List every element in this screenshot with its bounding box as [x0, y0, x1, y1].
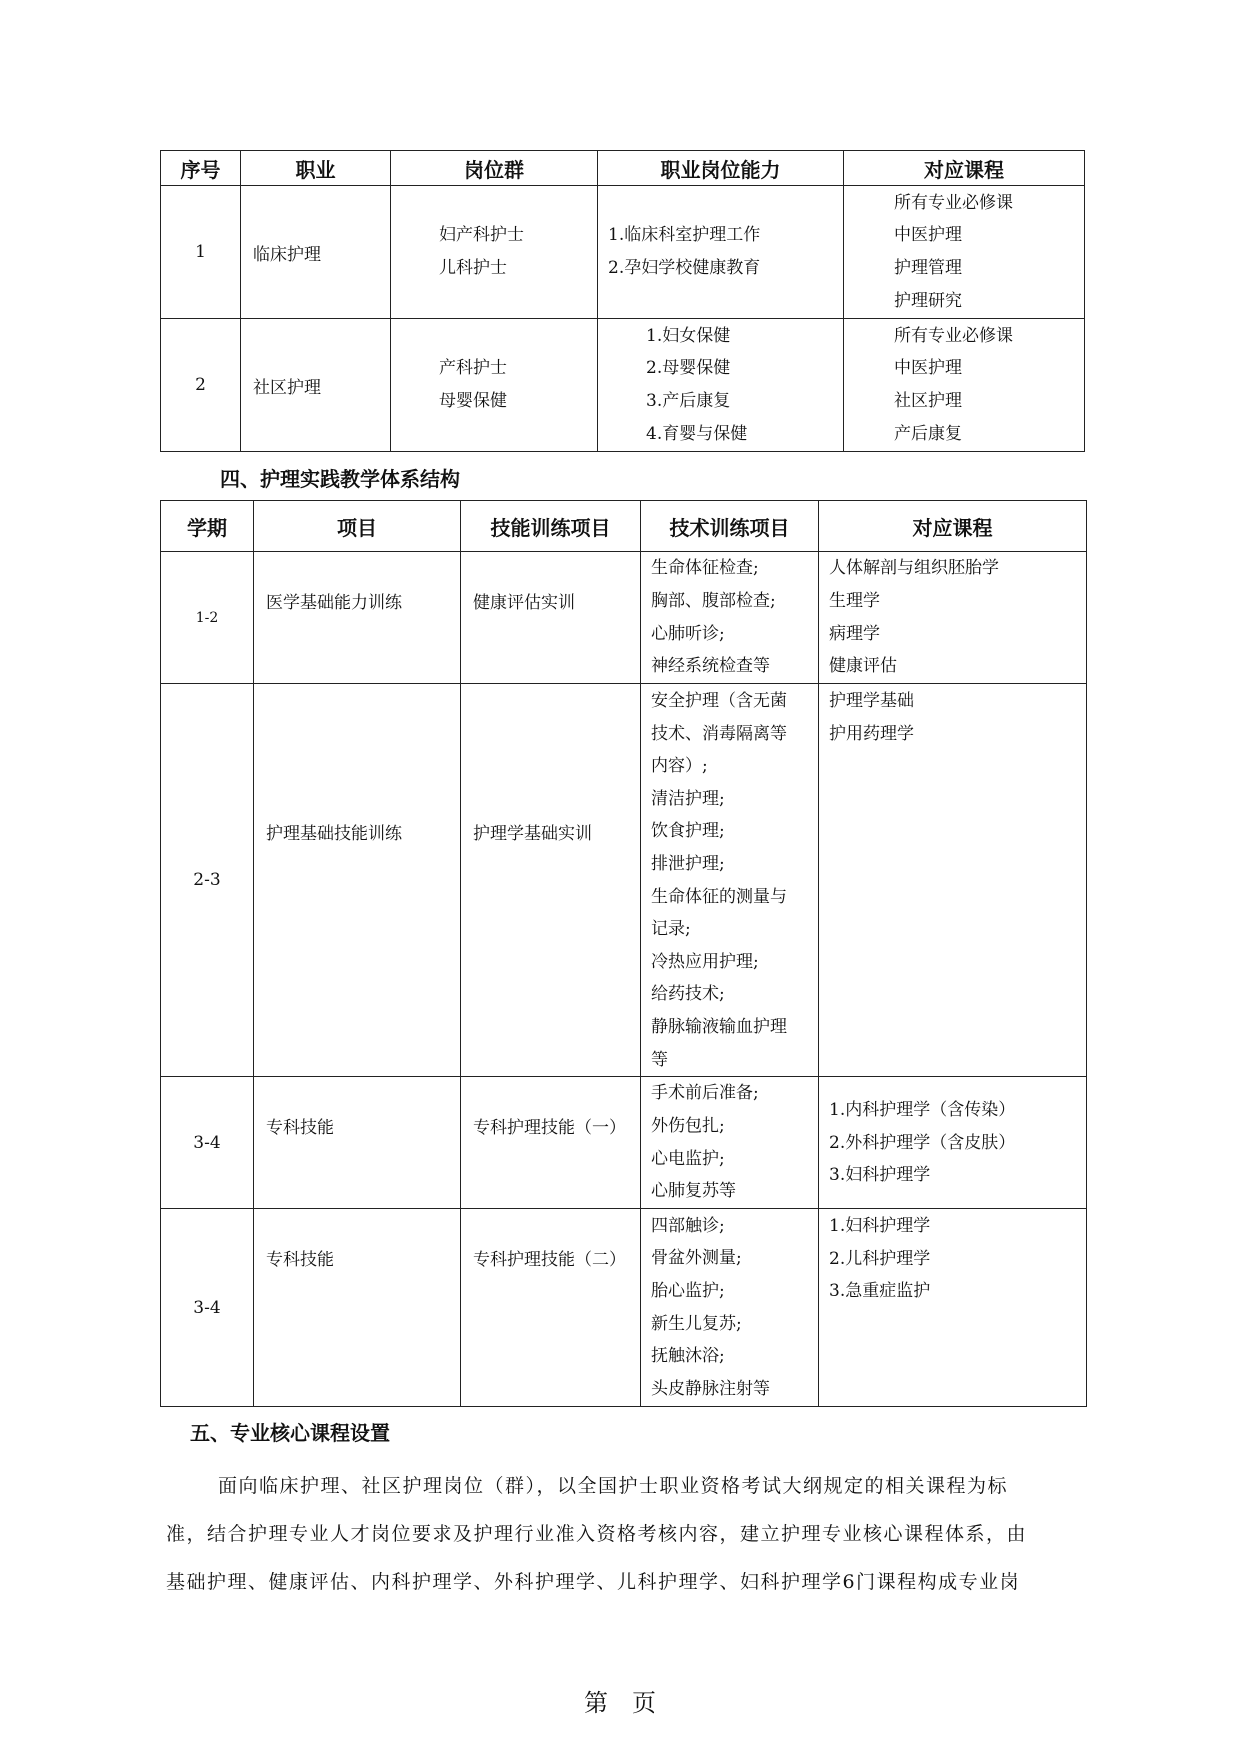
course-item: 所有专业必修课 [894, 325, 1013, 346]
row-project: 护理基础技能训练 [254, 684, 461, 1077]
ability-item: 2.孕妇学校健康教育 [608, 258, 761, 278]
course-item: 护理研究 [894, 290, 962, 311]
tech-item: 外伤包扎; [651, 1116, 725, 1137]
row-skill: 专科护理技能（二） [461, 1209, 641, 1407]
ability-item: 4.育婴与保健 [646, 423, 748, 444]
tech-item: 等 [651, 1049, 668, 1070]
tech-item: 清洁护理; [651, 788, 725, 809]
header-posts: 岗位群 [391, 151, 598, 186]
table-row [161, 319, 1085, 452]
tech-item: 记录; [651, 919, 691, 940]
header-skill: 技能训练项目 [461, 501, 641, 552]
tech-item: 排泄护理; [651, 853, 725, 874]
tech-item: 胎心监护; [651, 1281, 725, 1302]
tech-item: 安全护理（含无菌 [651, 691, 787, 711]
table-row [161, 186, 1085, 319]
tech-item: 技术、消毒隔离等 [651, 723, 787, 744]
header-project: 项目 [254, 501, 461, 552]
course-item: 2.儿科护理学 [829, 1248, 931, 1269]
course-item: 1.妇科护理学 [829, 1216, 931, 1237]
tech-item: 静脉输液输血护理 [651, 1016, 787, 1037]
tech-item: 心电监护; [651, 1148, 725, 1169]
tech-item: 四部触诊; [651, 1215, 725, 1236]
header-no: 序号 [161, 151, 241, 186]
tech-item: 冷热应用护理; [651, 951, 759, 972]
course-item: 生理学 [829, 590, 880, 611]
tech-item: 抚触沐浴; [651, 1346, 725, 1367]
practice-table [160, 500, 1087, 1407]
post-item: 儿科护士 [439, 258, 507, 278]
tech-item: 新生儿复苏; [651, 1313, 742, 1334]
ability-item: 1.临床科室护理工作 [608, 225, 761, 246]
row-tech [641, 1209, 819, 1407]
row-courses [819, 552, 1087, 684]
tech-item: 生命体征的测量与 [651, 886, 787, 907]
course-item: 护用药理学 [829, 723, 914, 744]
tech-item: 神经系统检查等 [651, 656, 770, 677]
row-term: 1-2 [161, 552, 254, 684]
tech-item: 心肺复苏等 [651, 1181, 736, 1202]
course-item: 3.急重症监护 [829, 1281, 931, 1302]
row-no: 1 [161, 186, 241, 319]
course-item: 所有专业必修课 [894, 192, 1013, 213]
header-term: 学期 [161, 501, 254, 552]
paragraph-line: 基础护理、健康评估、内科护理学、外科护理学、儿科护理学、妇科护理学6门课程构成专业岗 [166, 1571, 1021, 1593]
ability-item: 1.妇女保健 [646, 325, 731, 346]
post-item: 母婴保健 [439, 391, 507, 411]
course-item: 护理学基础 [829, 691, 914, 711]
paragraph-line: 面向临床护理、社区护理岗位（群），以全国护士职业资格考试大纲规定的相关课程为标 [218, 1475, 1009, 1497]
course-item: 产后康复 [894, 423, 962, 444]
row-project: 医学基础能力训练 [254, 552, 461, 684]
course-item: 人体解剖与组织胚胎学 [829, 558, 999, 579]
course-item: 中医护理 [894, 358, 962, 379]
row-courses [819, 1209, 1087, 1407]
post-item: 妇产科护士 [439, 225, 524, 246]
row-term: 2-3 [161, 684, 254, 1077]
row-career: 社区护理 [241, 319, 391, 452]
table-row [161, 1209, 1087, 1407]
section5-heading: 五、专业核心课程设置 [190, 1421, 390, 1445]
row-tech [641, 684, 819, 1077]
row-skill: 护理学基础实训 [461, 684, 641, 1077]
row-project: 专科技能 [254, 1209, 461, 1407]
row-skill: 专科护理技能（一） [461, 1077, 641, 1209]
tech-item: 生命体征检查; [651, 558, 759, 579]
row-tech [641, 552, 819, 684]
tech-item: 胸部、腹部检查; [651, 590, 776, 611]
header-tech: 技术训练项目 [641, 501, 819, 552]
row-tech [641, 1077, 819, 1209]
course-item: 健康评估 [829, 656, 897, 677]
tech-item: 内容）; [651, 756, 708, 777]
header-courses: 对应课程 [819, 501, 1087, 552]
header-courses: 对应课程 [844, 151, 1085, 186]
header-career: 职业 [241, 151, 391, 186]
section4-heading: 四、护理实践教学体系结构 [220, 467, 460, 491]
course-item: 2.外科护理学（含皮肤） [829, 1132, 1016, 1153]
career-table [160, 150, 1085, 452]
tech-item: 骨盆外测量; [651, 1248, 742, 1269]
tech-item: 手术前后准备; [651, 1083, 759, 1104]
table-row [161, 1077, 1087, 1209]
table-row [161, 552, 1087, 684]
post-item: 产科护士 [439, 358, 507, 379]
row-courses [819, 1077, 1087, 1209]
course-item: 病理学 [829, 623, 880, 644]
row-abilities [598, 186, 844, 319]
row-career: 临床护理 [241, 186, 391, 319]
header-abilities: 职业岗位能力 [598, 151, 844, 186]
paragraph-line: 准，结合护理专业人才岗位要求及护理行业准入资格考核内容，建立护理专业核心课程体系，由 [166, 1523, 1028, 1545]
page-footer: 第 页 [584, 1689, 656, 1717]
tech-item: 心肺听诊; [651, 623, 725, 644]
table-row [161, 684, 1087, 1077]
course-item: 中医护理 [894, 225, 962, 246]
course-item: 3.妇科护理学 [829, 1165, 931, 1186]
row-courses [819, 684, 1087, 1077]
tech-item: 饮食护理; [651, 821, 725, 842]
ability-item: 2.母婴保健 [646, 358, 731, 379]
row-term: 3-4 [161, 1209, 254, 1407]
tech-item: 给药技术; [651, 984, 725, 1005]
course-item: 1.内科护理学（含传染） [829, 1100, 1016, 1121]
row-abilities [598, 319, 844, 452]
row-project: 专科技能 [254, 1077, 461, 1209]
tech-item: 头皮静脉注射等 [651, 1378, 770, 1399]
section5-paragraph [166, 1462, 1084, 1606]
row-term: 3-4 [161, 1077, 254, 1209]
row-skill: 健康评估实训 [461, 552, 641, 684]
row-posts [391, 186, 598, 319]
row-courses [844, 319, 1085, 452]
row-courses [844, 186, 1085, 319]
row-posts [391, 319, 598, 452]
row-no: 2 [161, 319, 241, 452]
ability-item: 3.产后康复 [646, 391, 731, 411]
course-item: 护理管理 [894, 258, 962, 278]
course-item: 社区护理 [894, 391, 962, 411]
